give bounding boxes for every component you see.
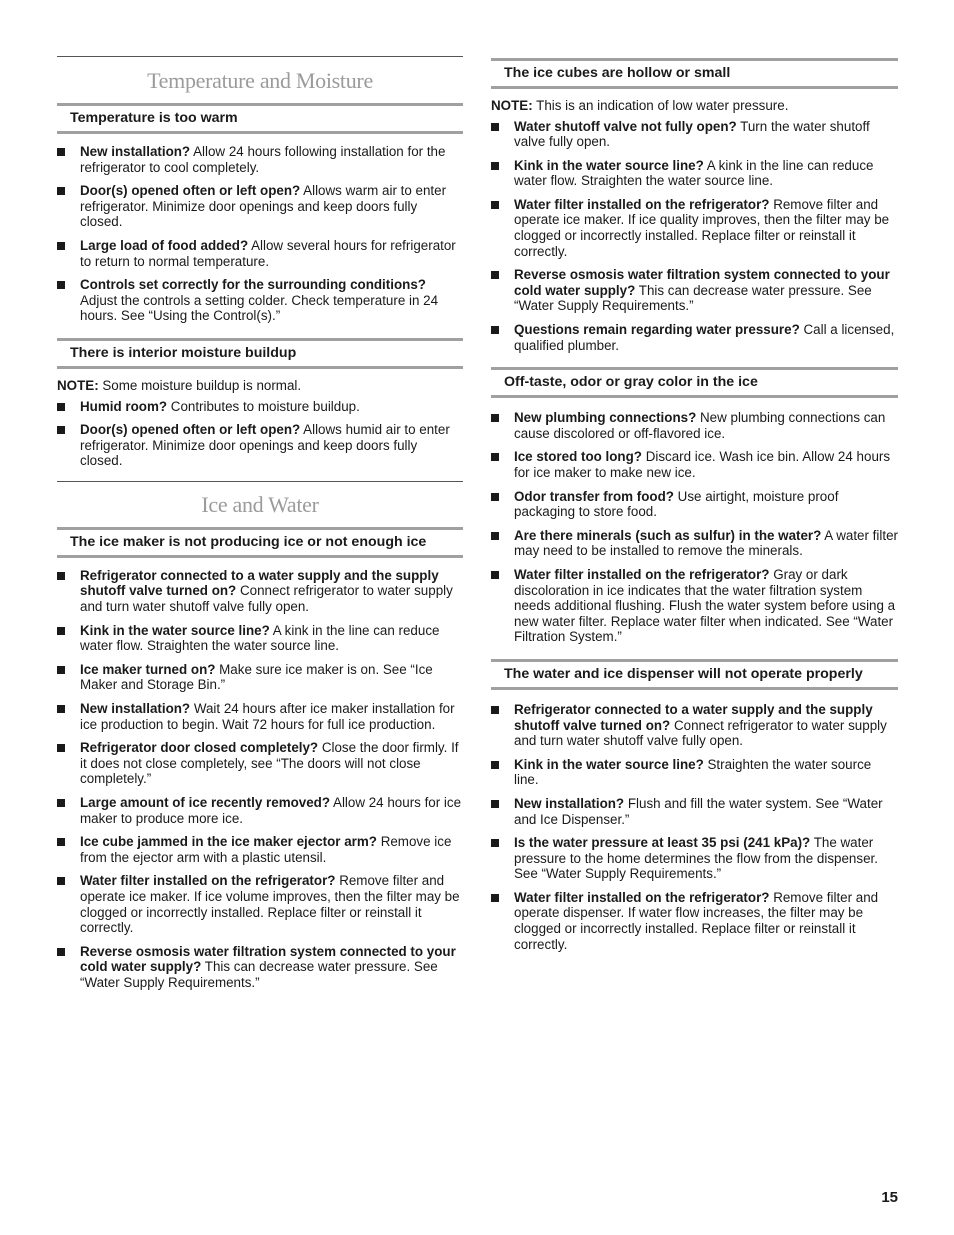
list-item: New installation? Flush and fill the water system. See “Water and Ice Dispenser.” <box>491 796 898 827</box>
bullet-square-icon <box>491 162 499 170</box>
bullet-square-icon <box>57 187 65 195</box>
list-item: Kink in the water source line? Straighten the water source line. <box>491 757 898 788</box>
section-divider <box>57 56 463 57</box>
list-item: Odor transfer from food? Use airtight, moisture proof packaging to store food. <box>491 489 898 520</box>
list-item: Ice cube jammed in the ice maker ejector arm? Remove ice from the ejector arm with a plastic utensil. <box>57 834 463 865</box>
list-item: Kink in the water source line? A kink in the line can reduce water flow. Straighten the water source line. <box>491 158 898 189</box>
bullet-square-icon <box>57 799 65 807</box>
note: NOTE: This is an indication of low water pressure. <box>491 98 789 113</box>
list-item: Door(s) opened often or left open? Allows humid air to enter refrigerator. Minimize door openings and keep doors fully closed. <box>57 422 463 469</box>
bullet-square-icon <box>57 426 65 434</box>
list-item: Is the water pressure at least 35 psi (241 kPa)? The water pressure to the home determines the flow from the dispenser. See “Water Supply Requirements.” <box>491 835 898 882</box>
list-item: Refrigerator connected to a water supply and the supply shutoff valve turned on? Connect refrigerator to water supply and turn water shutoff valve fully open. <box>57 568 463 615</box>
list-item: Refrigerator connected to a water supply and the supply shutoff valve turned on? Connect refrigerator to water supply and turn water shutoff valve fully open. <box>491 702 898 749</box>
list-item: Ice maker turned on? Make sure ice maker is on. See “Ice Maker and Storage Bin.” <box>57 662 463 693</box>
subheading-dispenser: The water and ice dispenser will not operate properly <box>491 659 898 690</box>
list-item: Door(s) opened often or left open? Allows warm air to enter refrigerator. Minimize door openings and keep doors fully closed. <box>57 183 463 230</box>
subheading-interior-moisture: There is interior moisture buildup <box>57 338 463 369</box>
bullet-square-icon <box>491 201 499 209</box>
list-ice-cubes-hollow <box>491 119 898 354</box>
bullet-square-icon <box>57 242 65 250</box>
bullet-square-icon <box>491 894 499 902</box>
bullet-square-icon <box>491 493 499 501</box>
list-item: Water filter installed on the refrigerator? Remove filter and operate dispenser. If water flow increases, the filter may be clogged or incorrectly installed. Replace filter or reinstall it correctly. <box>491 890 898 952</box>
bullet-square-icon <box>57 572 65 580</box>
list-interior-moisture <box>57 399 463 468</box>
list-off-taste <box>491 410 898 645</box>
right-column <box>491 0 898 952</box>
bullet-square-icon <box>491 706 499 714</box>
section-divider <box>57 481 463 482</box>
list-item: Humid room? Contributes to moisture buildup. <box>57 399 463 415</box>
bullet-square-icon <box>57 148 65 156</box>
bullet-square-icon <box>57 838 65 846</box>
list-item: Water shutoff valve not fully open? Turn the water shutoff valve fully open. <box>491 119 898 150</box>
list-temperature-warm <box>57 144 463 324</box>
subheading-ice-cubes-hollow: The ice cubes are hollow or small <box>491 58 898 89</box>
bullet-square-icon <box>491 123 499 131</box>
page-number: 15 <box>881 1189 898 1206</box>
subheading-ice-maker: The ice maker is not producing ice or not enough ice <box>57 527 463 558</box>
bullet-square-icon <box>491 326 499 334</box>
bullet-square-icon <box>491 839 499 847</box>
list-item: Large load of food added? Allow several hours for refrigerator to return to normal temperature. <box>57 238 463 269</box>
bullet-square-icon <box>57 877 65 885</box>
list-item: Reverse osmosis water filtration system connected to your cold water supply? This can decrease water pressure. See “Water Supply Requirements.” <box>57 944 463 991</box>
bullet-square-icon <box>57 666 65 674</box>
list-item: Ice stored too long? Discard ice. Wash ice bin. Allow 24 hours for ice maker to make new ice. <box>491 449 898 480</box>
list-item: Questions remain regarding water pressure? Call a licensed, qualified plumber. <box>491 322 898 353</box>
bullet-square-icon <box>57 744 65 752</box>
list-item: Water filter installed on the refrigerator? Remove filter and operate ice maker. If ice volume improves, then the filter may be clogged or incorrectly installed. Replace filter or reinstall it correctly. <box>57 873 463 935</box>
subheading-temperature-warm: Temperature is too warm <box>57 103 463 134</box>
list-item: Kink in the water source line? A kink in the line can reduce water flow. Straighten the water source line. <box>57 623 463 654</box>
note: NOTE: Some moisture buildup is normal. <box>57 377 302 393</box>
bullet-square-icon <box>491 414 499 422</box>
list-item: Are there minerals (such as sulfur) in the water? A water filter may need to be installed to remove the minerals. <box>491 528 898 559</box>
bullet-square-icon <box>491 761 499 769</box>
bullet-square-icon <box>57 627 65 635</box>
subheading-off-taste: Off-taste, odor or gray color in the ice <box>491 367 898 398</box>
section-title-temperature: Temperature and Moisture <box>147 68 373 93</box>
list-item: Water filter installed on the refrigerator? Remove filter and operate ice maker. If ice quality improves, then the filter may be clogged or incorrectly installed. Replace filter or reinstall it correctly. <box>491 197 898 259</box>
list-item: New plumbing connections? New plumbing connections can cause discolored or off-flavored ice. <box>491 410 898 441</box>
list-item: Refrigerator door closed completely? Close the door firmly. If it does not close completely, see “The doors will not close completely.” <box>57 740 463 787</box>
bullet-square-icon <box>491 453 499 461</box>
bullet-square-icon <box>57 403 65 411</box>
left-column <box>57 0 463 990</box>
bullet-square-icon <box>491 532 499 540</box>
bullet-square-icon <box>57 281 65 289</box>
list-item: Large amount of ice recently removed? Allow 24 hours for ice maker to produce more ice. <box>57 795 463 826</box>
list-item: New installation? Allow 24 hours following installation for the refrigerator to cool completely. <box>57 144 463 175</box>
bullet-square-icon <box>491 271 499 279</box>
list-item: Water filter installed on the refrigerator? Gray or dark discoloration in ice indicates that the water filtration system needs additional flushing. Flush the water system before using a new water filter. Replace water filter when indicated. See “Water Filtration System.” <box>491 567 898 645</box>
bullet-square-icon <box>57 948 65 956</box>
bullet-square-icon <box>491 571 499 579</box>
bullet-square-icon <box>57 705 65 713</box>
list-dispenser <box>491 702 898 952</box>
list-item: Reverse osmosis water filtration system connected to your cold water supply? This can decrease water pressure. See “Water Supply Requirements.” <box>491 267 898 314</box>
bullet-square-icon <box>491 800 499 808</box>
list-item: New installation? Wait 24 hours after ice maker installation for ice production to begin. Wait 72 hours for full ice production. <box>57 701 463 732</box>
list-item: Controls set correctly for the surrounding conditions? Adjust the controls a setting colder. Check temperature in 24 hours. See “Using the Control(s).” <box>57 277 463 324</box>
section-title-ice-water: Ice and Water <box>201 491 319 517</box>
list-ice-maker <box>57 568 463 991</box>
